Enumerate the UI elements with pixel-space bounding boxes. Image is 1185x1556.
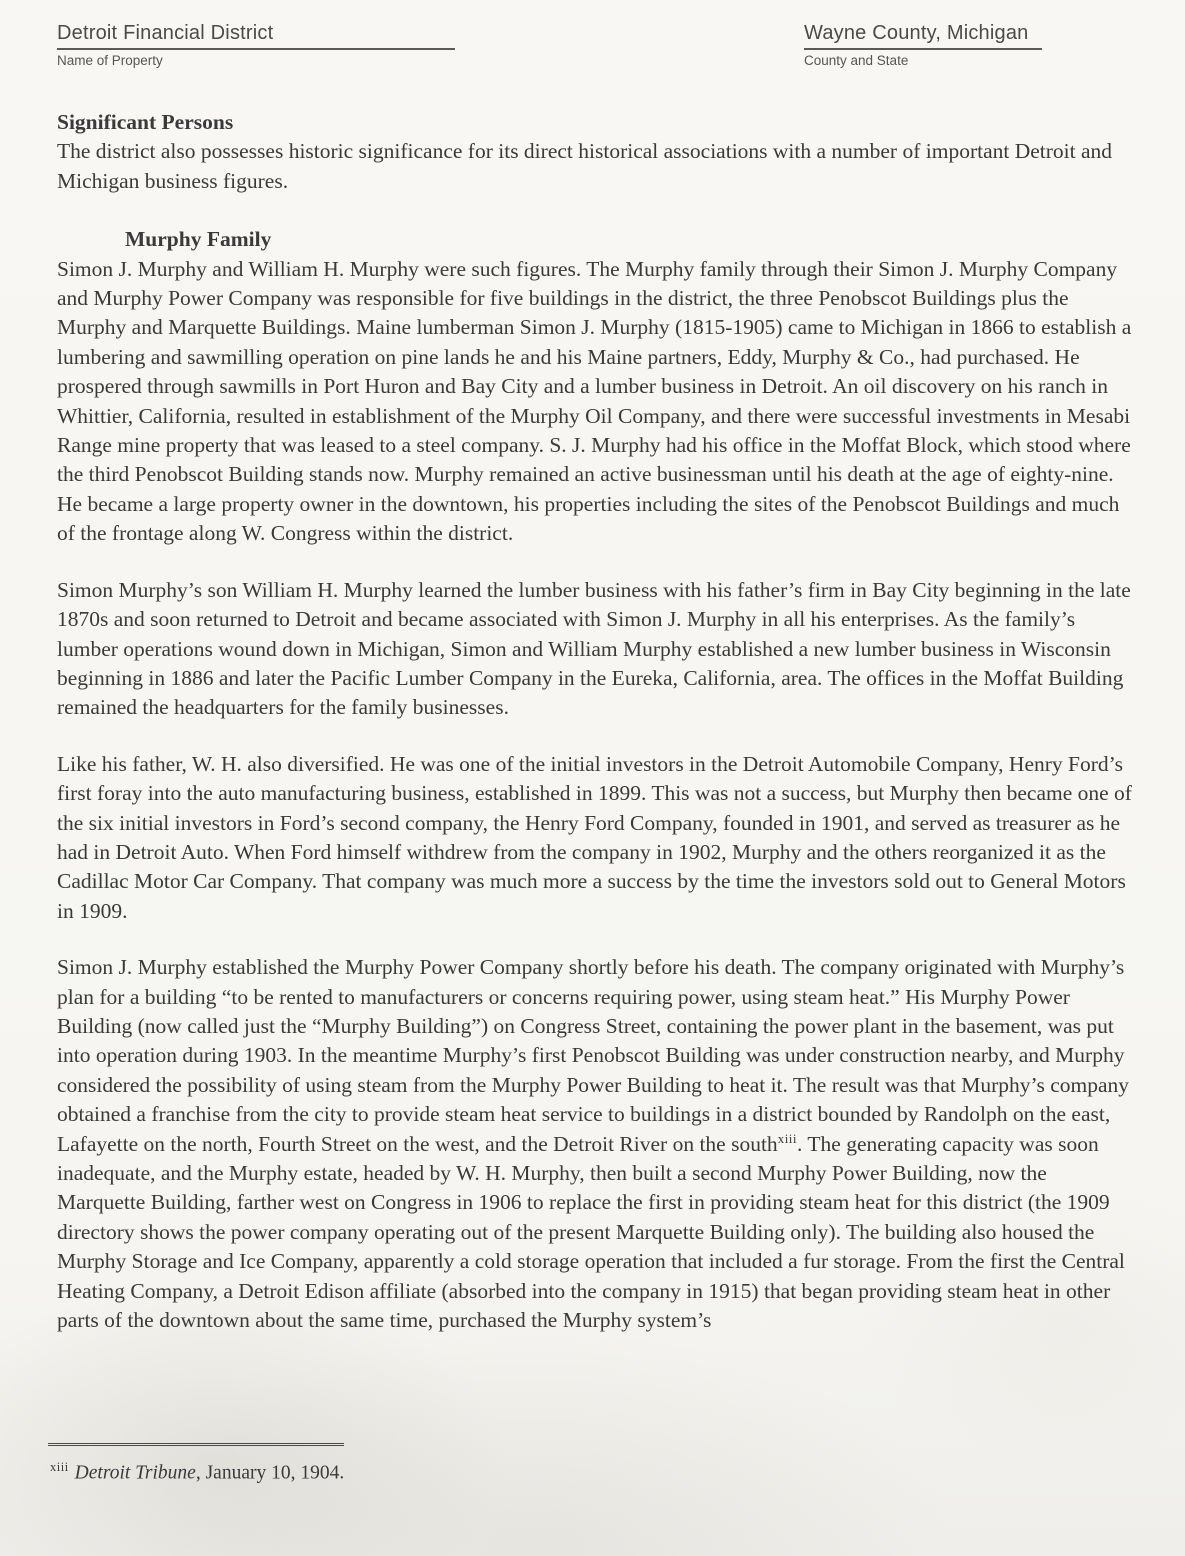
paragraph-murphy-2: Simon Murphy’s son William H. Murphy learned the lumber business with his father’s firm in Bay City beginning in the late 1870s and soon returned to Detroit and became associated with Simon J. Murphy in all his enterprises. As the family’s lumber operations wound down in Michigan, Simon and William Murphy established a new lumber business in Wisconsin beginning in 1886 and later the Pacific Lumber Company in the Eureka, California, area. The offices in the Moffat Building remained the headquarters for the family businesses.	[57, 577, 1131, 720]
intro-paragraph: The district also possesses historic significance for its direct historical associations with a number of important Detroit and Michigan business figures.	[57, 139, 1113, 193]
footnote-citation	[50, 1460, 748, 1485]
footnote-citation-rest: , January 10, 1904.	[195, 1462, 345, 1484]
county-state-value: Wayne County, Michigan	[804, 22, 1042, 50]
subsection-heading-murphy-family: Murphy Family	[125, 227, 272, 252]
footnote-reference-xiii: xiii	[777, 1130, 798, 1146]
footnote-marker: xiii	[50, 1460, 69, 1474]
property-name-value: Detroit Financial District	[57, 22, 455, 50]
county-state-field	[804, 22, 1042, 68]
paragraph-murphy-4-text-after-note: . The generating capacity was soon inadequate, and the Murphy estate, headed by W. H. Murphy, then built a second Murphy Power Building, now the Marquette Building, farther west on Congress in 1906 to replace the first in providing steam heat for this district (the 1909 directory shows the power company operating out of the present Marquette Building only). The building also housed the Murphy Storage and Ice Company, apparently a cold storage operation that included a fur storage. From the first the Central Heating Company, a Detroit Edison affiliate (absorbed into the company in 1915) that began providing steam heat in other parts of the downtown about the same time, purchased the Murphy system’s	[57, 1131, 1125, 1333]
paragraph-murphy-4-text-before-note: Simon J. Murphy established the Murphy Power Company shortly before his death. The company originated with Murphy’s plan for a building “to be rented to manufacturers or concerns requiring power, using steam heat.” His Murphy Power Building (now called just the “Murphy Building”) on Congress Street, containing the power plant in the basement, was put into operation during 1903. In the meantime Murphy’s first Penobscot Building was under construction nearby, and Murphy considered the possibility of using steam from the Murphy Power Building to heat it. The result was that Murphy’s company obtained a franchise from the city to provide steam heat service to buildings in a district bounded by Randolph on the east, Lafayette on the north, Fourth Street on the west, and the Detroit River on the south	[57, 955, 1130, 1156]
footnote-separator-line	[48, 1443, 344, 1446]
document-body	[57, 108, 1137, 1335]
footnote-work-title: Detroit Tribune	[74, 1462, 196, 1484]
form-header	[57, 22, 1135, 68]
property-name-label: Name of Property	[57, 53, 163, 68]
paragraph-murphy-1: Simon J. Murphy and William H. Murphy were such figures. The Murphy family through their Simon J. Murphy Company and Murphy Power Company was responsible for five buildings in the district, the three Penobscot Buildings plus the Murphy and Marquette Buildings. Maine lumberman Simon J. Murphy (1815-1905) came to Michigan in 1866 to establish a lumbering and sawmilling operation on pine lands he and his Maine partners, Eddy, Murphy & Co., had purchased. He prospered through sawmills in Port Huron and Bay City and a lumber business in Detroit. An oil discovery on his ranch in Whittier, California, resulted in establishment of the Murphy Oil Company, and there were successful investments in Mesabi Range mine property that was leased to a steel company. S. J. Murphy had his office in the Moffat Block, which stood where the third Penobscot Building stands now. Murphy remained an active businessman until his death at the age of eighty-nine. He became a large property owner in the downtown, his properties including the sites of the Penobscot Buildings and much of the frontage along W. Congress within the district.	[57, 256, 1132, 546]
paragraph-murphy-3: Like his father, W. H. also diversified. He was one of the initial investors in the Detroit Automobile Company, Henry Ford’s first foray into the auto manufacturing business, established in 1899. This was not a success, but Murphy then became one of the six initial investors in Ford’s second company, the Henry Ford Company, founded in 1901, and served as treasurer as he had in Detroit Auto. When Ford himself withdrew from the company in 1902, Murphy and the others reorganized it as the Cadillac Motor Car Company. That company was much more a success by the time the investors sold out to General Motors in 1909.	[57, 751, 1132, 923]
footnote-block	[48, 1443, 748, 1485]
property-name-field	[57, 22, 455, 68]
county-state-label: County and State	[804, 53, 909, 68]
paragraph-murphy-4	[57, 953, 1137, 1335]
section-heading-significant-persons: Significant Persons	[57, 110, 234, 134]
